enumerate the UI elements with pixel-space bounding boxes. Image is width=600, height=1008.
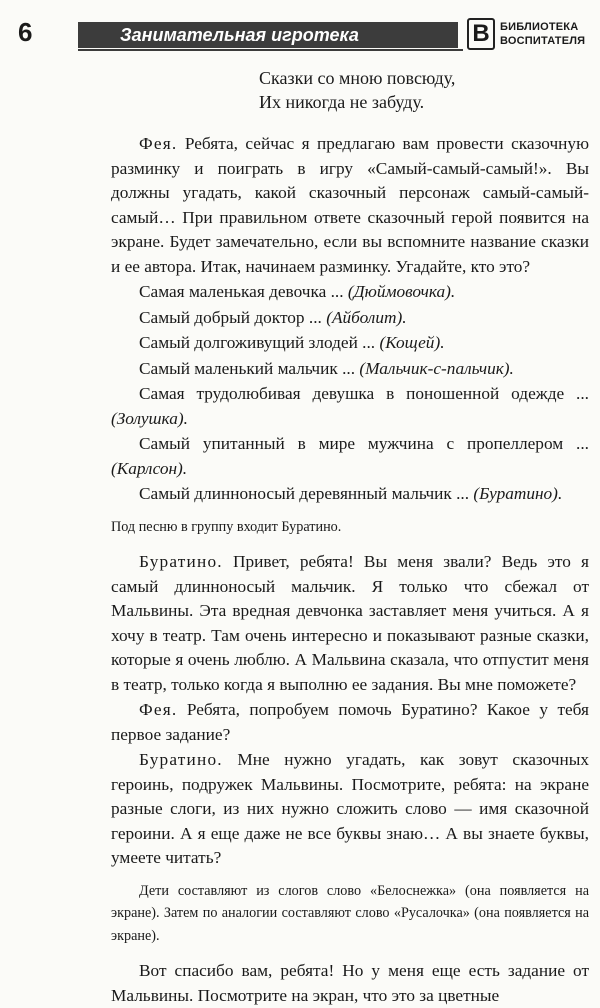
quiz-answer: (Карлсон). bbox=[111, 458, 188, 478]
quiz-item: Самый длинноносый деревянный мальчик ... (Буратино). bbox=[139, 484, 563, 503]
page-body bbox=[111, 66, 589, 1008]
dialogue-text: Ребята, сейчас я предлагаю вам провести сказочную разминку и поиграть в игру «Самый-самый-самый!». Вы должны угадать, какой сказочный персонаж самый-самый-самый… При правильном ответе сказочный герой появится на экране. Будет замечательно, если вы вспомните название сказки и ее автора. Итак, начинаем разминку. Угадайте, кто это? bbox=[111, 134, 589, 276]
series-name bbox=[500, 20, 596, 48]
quiz-item: Самый маленький мальчик ... (Мальчик-с-пальчик). bbox=[139, 358, 514, 378]
series-name-line1: БИБЛИОТЕКА bbox=[500, 21, 579, 33]
dialogue-fairy-intro bbox=[111, 132, 589, 279]
speaker-name: Фея. bbox=[139, 700, 178, 719]
speaker-name: Буратино. bbox=[139, 750, 223, 769]
dialogue-text: Ребята, попробуем помочь Буратино? Какое у тебя первое задание? bbox=[111, 700, 589, 744]
verse-line: Их никогда не забуду. bbox=[259, 92, 425, 112]
dialogue-fairy-2 bbox=[111, 698, 589, 747]
quiz-answer: (Айболит). bbox=[326, 307, 407, 327]
quiz-answer: (Мальчик-с-пальчик). bbox=[359, 358, 514, 378]
stage-direction: Под песню в группу входит Буратино. bbox=[111, 518, 342, 535]
quiz-answer: (Кощей). bbox=[379, 333, 445, 352]
dialogue-text: Мне нужно угадать, как зовут сказочных героинь, подружек Мальвины. Посмотрите, ребята: на экране разные слоги, из них нужно сложить слово — имя сказочной героини. А я еще даже не все буквы знаю… А вы знаете буквы, умеете читать? bbox=[111, 750, 589, 867]
dialogue-text: Привет, ребята! Вы меня звали? Ведь это я самый длинноносый мальчик. Я только что сбежал от Мальвины. Эта вредная девчонка заставляет меня учиться. А я хочу в театр. Там очень интересно и показывают разные сказки, которые я очень люблю. А Мальвина сказала, что отпустит меня в театр, только когда я выполню ее задания. Вы мне поможете? bbox=[111, 552, 589, 694]
page-number: 6 bbox=[18, 17, 33, 47]
series-logo-icon: В bbox=[467, 18, 495, 50]
dialogue-buratino-2 bbox=[111, 748, 589, 871]
quiz-item: Самый долгоживущий злодей ... (Кощей). bbox=[139, 333, 445, 352]
quiz-item: Самая маленькая девочка ... (Дюймовочка). bbox=[139, 282, 456, 301]
speaker-name: Буратино. bbox=[139, 552, 223, 571]
section-title: Занимательная игротека bbox=[78, 22, 458, 48]
dialogue-buratino-1 bbox=[111, 550, 589, 697]
dialogue-buratino-3: Вот спасибо вам, ребята! Но у меня еще есть задание от Мальвины. Посмотрите на экран, что это за цветные bbox=[111, 961, 589, 1005]
page-header bbox=[0, 0, 600, 52]
quiz-answer: (Золушка). bbox=[111, 408, 188, 428]
verse bbox=[111, 66, 589, 114]
header-underline bbox=[78, 49, 463, 51]
verse-line: Сказки со мною повсюду, bbox=[259, 68, 456, 88]
quiz-answer: (Буратино). bbox=[473, 484, 563, 503]
quiz-item: Самый упитанный в мире мужчина с пропеллером ... (Карлсон). bbox=[111, 434, 589, 478]
quiz-answer: (Дюймовочка). bbox=[347, 282, 456, 301]
series-name-line2: ВОСПИТАТЕЛЯ bbox=[500, 35, 586, 47]
speaker-name: Фея. bbox=[139, 134, 178, 153]
quiz-item: Самый добрый доктор ... (Айболит). bbox=[139, 307, 407, 327]
quiz-item: Самая трудолюбивая девушка в поношенной одежде ... (Золушка). bbox=[111, 384, 589, 428]
stage-direction: Дети составляют из слогов слово «Белоснежка» (она появляется на экране). Затем по аналогии составляют слово «Русалочка» (она появляется на экране). bbox=[111, 882, 589, 944]
